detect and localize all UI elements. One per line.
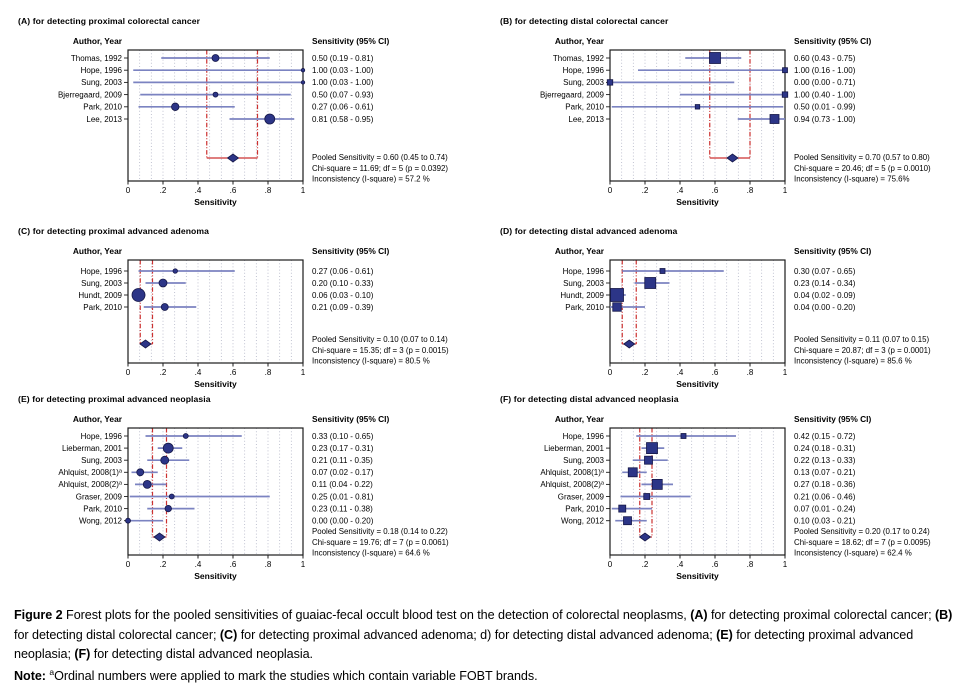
pooled-diamond — [727, 154, 738, 162]
axis-tick-label: .4 — [194, 368, 202, 377]
note-text — [14, 666, 962, 687]
axis-tick-label: 0 — [607, 186, 613, 195]
study-ci-text: 0.20 (0.10 - 0.33) — [312, 278, 374, 288]
axis-title: Sensitivity — [676, 571, 719, 581]
study-ci-text: 0.60 (0.43 - 0.75) — [794, 53, 856, 63]
axis-tick-label: .8 — [746, 186, 754, 195]
axis-tick-label: .6 — [229, 560, 237, 569]
study-marker — [301, 68, 305, 72]
axis-tick-label: .2 — [159, 560, 167, 569]
axis-title: Sensitivity — [194, 571, 237, 581]
study-ci-text: 0.33 (0.10 - 0.65) — [312, 431, 374, 441]
study-ci-text: 0.23 (0.14 - 0.34) — [794, 278, 856, 288]
study-ci-text: 0.50 (0.19 - 0.81) — [312, 53, 374, 63]
study-marker — [628, 468, 637, 477]
effect-header: Sensitivity (95% CI) — [794, 414, 872, 424]
axis-tick-label: .2 — [159, 186, 167, 195]
study-label: Ahlquist, $2008(2)^a$ — [540, 480, 604, 490]
study-ci-text: 0.21 (0.09 - 0.39) — [312, 302, 374, 312]
effect-header: Sensitivity (95% CI) — [312, 246, 390, 256]
study-marker — [660, 269, 665, 274]
axis-tick-label: 1 — [782, 186, 788, 195]
pooled-stats-line: Inconsistency (I-square) = 64.6 % — [312, 548, 430, 558]
panel-b-plot — [500, 32, 970, 211]
axis-tick-label: .8 — [264, 368, 272, 377]
study-ci-text: 0.00 (0.00 - 0.71) — [794, 78, 856, 88]
axis-tick-label: 0 — [125, 186, 131, 195]
study-label: Ahlquist, $2008(1)^a$ — [58, 468, 122, 478]
study-marker — [770, 115, 779, 124]
forest-plot-c — [18, 242, 488, 393]
axis-tick-label: .6 — [229, 186, 237, 195]
caption-bold-segment: (B) — [934, 608, 953, 622]
pooled-stats-line: Pooled Sensitivity = 0.11 (0.07 to 0.15) — [794, 335, 930, 344]
study-marker — [163, 443, 173, 453]
study-ci-text: 0.25 (0.01 - 0.81) — [312, 492, 374, 502]
panel-c-title: (C) for detecting proximal advanced adenoma — [18, 226, 210, 236]
axis-title: Sensitivity — [676, 379, 719, 389]
axis-tick-label: .6 — [229, 368, 237, 377]
study-label: Lieberman, 2001 — [61, 443, 122, 453]
study-marker — [126, 518, 131, 523]
study-label: Sung, 2003 — [81, 78, 122, 88]
study-ci-text: 0.42 (0.15 - 0.72) — [794, 431, 856, 441]
caption-segment: for detecting proximal advanced adenoma; d) for detecting distal advanced adenoma; — [237, 627, 717, 642]
study-label: Bjerregaard, 2009 — [57, 90, 122, 100]
plot-border — [128, 260, 303, 363]
study-label: Hope, 1996 — [80, 66, 122, 75]
axis-tick-label: 0 — [607, 560, 613, 569]
study-marker — [681, 434, 686, 439]
axis-tick-label: .4 — [194, 560, 202, 569]
study-marker — [212, 55, 219, 62]
study-label: Thomas, 1992 — [552, 53, 604, 63]
caption-segment: for detecting proximal colorectal cancer; — [707, 608, 935, 622]
axis-tick-label: 1 — [300, 186, 306, 195]
study-label: Sung, 2003 — [81, 456, 122, 465]
study-ci-text: 0.04 (0.00 - 0.20) — [794, 302, 856, 312]
pooled-diamond — [140, 340, 151, 348]
study-label: Sung, 2003 — [81, 278, 122, 288]
panel-d — [500, 226, 970, 393]
axis-tick-label: 1 — [300, 368, 306, 377]
author-year-header: Author, Year — [554, 36, 604, 46]
axis-tick-label: 0 — [125, 368, 131, 377]
study-label: Hope, 1996 — [562, 431, 604, 441]
pooled-stats-line: Pooled Sensitivity = 0.10 (0.07 to 0.14) — [312, 335, 448, 344]
study-ci-text: 1.00 (0.16 - 1.00) — [794, 66, 856, 75]
axis-tick-label: .6 — [711, 368, 719, 377]
study-marker — [647, 443, 658, 454]
study-ci-text: 0.22 (0.13 - 0.33) — [794, 456, 856, 465]
study-label: Lieberman, 2001 — [543, 443, 604, 453]
axis-tick-label: .8 — [264, 186, 272, 195]
axis-tick-label: .2 — [641, 368, 649, 377]
author-year-header: Author, Year — [72, 36, 122, 46]
axis-tick-label: .8 — [746, 368, 754, 377]
study-ci-text: 0.24 (0.18 - 0.31) — [794, 443, 856, 453]
study-ci-text: 0.23 (0.17 - 0.31) — [312, 443, 374, 453]
forest-plot-f — [500, 410, 970, 585]
caption-bold-segment: (E) — [716, 627, 733, 642]
forest-plot-d — [500, 242, 970, 393]
study-ci-text: 0.00 (0.00 - 0.20) — [312, 516, 374, 526]
study-label: Graser, 2009 — [75, 492, 122, 502]
study-label: Hope, 1996 — [562, 66, 604, 75]
study-marker — [183, 434, 188, 439]
study-marker — [645, 456, 653, 464]
study-label: Thomas, 1992 — [70, 53, 122, 63]
study-label: Sung, 2003 — [563, 456, 604, 465]
panel-f — [500, 394, 970, 585]
axis-tick-label: .8 — [746, 560, 754, 569]
study-marker — [137, 469, 144, 476]
study-label: Hope, 1996 — [80, 266, 122, 276]
author-year-header: Author, Year — [554, 246, 604, 256]
axis-tick-label: .6 — [711, 186, 719, 195]
caption-bold-segment: (F) — [74, 647, 91, 662]
panel-f-plot — [500, 410, 970, 585]
study-ci-text: 0.21 (0.11 - 0.35) — [312, 456, 373, 465]
axis-tick-label: 0 — [607, 368, 613, 377]
panel-d-title: (D) for detecting distal advanced adenoma — [500, 226, 678, 236]
study-marker — [169, 494, 174, 499]
pooled-stats-line: Pooled Sensitivity = 0.60 (0.45 to 0.74) — [312, 153, 448, 162]
axis-tick-label: 1 — [782, 368, 788, 377]
study-label: Ahlquist, $2008(2)^a$ — [58, 480, 122, 490]
effect-header: Sensitivity (95% CI) — [312, 414, 390, 424]
author-year-header: Author, Year — [72, 246, 122, 256]
caption-segment: a — [49, 666, 55, 677]
study-marker — [161, 304, 168, 311]
pooled-stats-line: Inconsistency (I-square) = 62.4 % — [794, 548, 912, 558]
caption-bold-segment: Note: — [14, 669, 50, 684]
study-marker — [159, 279, 167, 287]
effect-header: Sensitivity (95% CI) — [312, 36, 390, 46]
panel-c-plot — [18, 242, 488, 393]
study-marker — [652, 479, 662, 489]
study-label: Park, 2010 — [565, 102, 604, 112]
panel-a — [18, 16, 488, 211]
study-label: Graser, 2009 — [557, 492, 604, 502]
study-label: Park, 2010 — [83, 302, 122, 312]
pooled-stats-line: Inconsistency (I-square) = 80.5 % — [312, 356, 430, 366]
study-marker — [213, 92, 218, 97]
pooled-stats-line: Inconsistency (I-square) = 75.6% — [794, 174, 910, 184]
panel-a-title: (A) for detecting proximal colorectal cancer — [18, 16, 201, 26]
effect-header: Sensitivity (95% CI) — [794, 36, 872, 46]
caption-segment: Forest plots for the pooled sensitivities of guaiac-fecal occult blood test on the detection of colorectal neoplasms, — [66, 608, 691, 622]
study-label: Park, 2010 — [83, 504, 122, 514]
panel-e — [18, 394, 488, 585]
axis-title: Sensitivity — [676, 197, 719, 207]
caption-segment: for detecting distal colorectal cancer; — [14, 627, 220, 642]
study-label: Wong, 2012 — [561, 516, 604, 526]
pooled-stats-line: Inconsistency (I-square) = 85.6 % — [794, 356, 912, 366]
study-label: Ahlquist, $2008(1)^a$ — [540, 468, 604, 478]
panel-a-plot — [18, 32, 488, 211]
panel-c — [18, 226, 488, 393]
pooled-stats-line: Chi-square = 15.35; df = 3 (p = 0.0015) — [312, 345, 449, 355]
axis-tick-label: .8 — [264, 560, 272, 569]
study-marker — [611, 289, 624, 302]
caption-text — [14, 606, 962, 665]
study-marker — [301, 81, 305, 85]
pooled-stats-line: Chi-square = 18.62; df = 7 (p = 0.0095) — [794, 537, 931, 547]
caption-segment: for detecting proximal advanced neoplasia; — [14, 627, 914, 662]
panel-f-title: (F) for detecting distal advanced neoplasia — [500, 394, 679, 404]
study-ci-text: 1.00 (0.03 - 1.00) — [312, 66, 374, 75]
pooled-stats-line: Pooled Sensitivity = 0.18 (0.14 to 0.22) — [312, 527, 448, 536]
study-ci-text: 0.27 (0.18 - 0.36) — [794, 480, 856, 490]
caption-bold-segment: (A) — [690, 608, 708, 622]
panel-d-plot — [500, 242, 970, 393]
study-marker — [607, 80, 613, 86]
pooled-stats-line: Chi-square = 20.87; df = 3 (p = 0.0001) — [794, 345, 931, 355]
axis-tick-label: 1 — [300, 560, 306, 569]
axis-tick-label: .2 — [641, 560, 649, 569]
panel-e-plot — [18, 410, 488, 585]
study-marker — [782, 92, 788, 98]
study-marker — [613, 303, 622, 312]
axis-tick-label: .4 — [676, 560, 684, 569]
caption-bold-segment: (C) — [219, 627, 238, 642]
pooled-stats-line: Pooled Sensitivity = 0.70 (0.57 to 0.80) — [794, 153, 930, 162]
plot-border — [128, 428, 303, 555]
study-ci-text: 0.04 (0.02 - 0.09) — [794, 290, 856, 300]
study-marker — [265, 114, 275, 124]
axis-tick-label: .4 — [194, 186, 202, 195]
study-marker — [165, 505, 172, 512]
study-ci-text: 0.07 (0.01 - 0.24) — [794, 504, 856, 514]
study-ci-text: 0.21 (0.06 - 0.46) — [794, 492, 856, 502]
plot-border — [610, 428, 785, 555]
panel-e-title: (E) for detecting proximal advanced neoplasia — [18, 394, 211, 404]
study-label: Bjerregaard, 2009 — [539, 90, 604, 100]
pooled-stats-line: Chi-square = 19.76; df = 7 (p = 0.0061) — [312, 537, 449, 547]
axis-tick-label: .2 — [159, 368, 167, 377]
axis-tick-label: 0 — [125, 560, 131, 569]
forest-plot-b — [500, 32, 970, 211]
study-label: Park, 2010 — [565, 504, 604, 514]
study-marker — [624, 517, 632, 525]
author-year-header: Author, Year — [72, 414, 122, 424]
caption-segment: for detecting distal advanced neoplasia. — [90, 647, 314, 662]
caption-bold-segment: Figure 2 — [14, 608, 67, 622]
study-label: Wong, 2012 — [79, 516, 122, 526]
panel-b — [500, 16, 970, 211]
study-marker — [783, 68, 788, 73]
axis-tick-label: .6 — [711, 560, 719, 569]
study-ci-text: 0.50 (0.01 - 0.99) — [794, 102, 856, 112]
axis-tick-label: 1 — [782, 560, 788, 569]
study-label: Sung, 2003 — [563, 278, 604, 288]
study-label: Sung, 2003 — [563, 78, 604, 88]
study-marker — [172, 103, 180, 111]
axis-title: Sensitivity — [194, 379, 237, 389]
axis-tick-label: .4 — [676, 368, 684, 377]
axis-tick-label: .4 — [676, 186, 684, 195]
study-marker — [132, 289, 145, 302]
axis-title: Sensitivity — [194, 197, 237, 207]
panel-b-title: (B) for detecting distal colorectal cancer — [500, 16, 669, 26]
forest-plot-a — [18, 32, 488, 211]
study-ci-text: 1.00 (0.03 - 1.00) — [312, 78, 374, 88]
study-ci-text: 0.94 (0.73 - 1.00) — [794, 114, 856, 124]
author-year-header: Author, Year — [554, 414, 604, 424]
study-label: Hundt, 2009 — [560, 290, 604, 300]
study-ci-text: 1.00 (0.40 - 1.00) — [794, 90, 856, 100]
study-ci-text: 0.27 (0.06 - 0.61) — [312, 102, 374, 112]
pooled-stats-line: Inconsistency (I-square) = 57.2 % — [312, 174, 430, 184]
study-ci-text: 0.50 (0.07 - 0.93) — [312, 90, 374, 100]
study-ci-text: 0.10 (0.03 - 0.21) — [794, 516, 856, 526]
study-ci-text: 0.13 (0.07 - 0.21) — [794, 468, 856, 478]
study-label: Lee, 2013 — [568, 114, 604, 124]
study-marker — [619, 505, 626, 512]
study-marker — [161, 456, 169, 464]
study-ci-text: 0.11 (0.04 - 0.22) — [312, 480, 373, 490]
study-ci-text: 0.07 (0.02 - 0.17) — [312, 468, 374, 478]
study-label: Park, 2010 — [565, 302, 604, 312]
study-marker — [695, 105, 700, 110]
study-ci-text: 0.81 (0.58 - 0.95) — [312, 114, 374, 124]
study-label: Hope, 1996 — [80, 431, 122, 441]
study-label: Hundt, 2009 — [78, 290, 122, 300]
study-label: Hope, 1996 — [562, 266, 604, 276]
study-label: Lee, 2013 — [86, 114, 122, 124]
caption-segment: Ordinal numbers were applied to mark the studies which contain variable FOBT brands. — [54, 669, 538, 684]
axis-tick-label: .2 — [641, 186, 649, 195]
study-marker — [645, 278, 656, 289]
pooled-diamond — [640, 533, 651, 541]
pooled-stats-line: Chi-square = 20.46; df = 5 (p = 0.0010) — [794, 163, 931, 173]
study-ci-text: 0.23 (0.11 - 0.38) — [312, 504, 373, 514]
study-ci-text: 0.30 (0.07 - 0.65) — [794, 266, 856, 276]
study-ci-text: 0.27 (0.06 - 0.61) — [312, 266, 374, 276]
study-ci-text: 0.06 (0.03 - 0.10) — [312, 290, 374, 300]
pooled-stats-line: Chi-square = 11.69; df = 5 (p = 0.0392) — [312, 163, 449, 173]
pooled-diamond — [228, 154, 239, 162]
study-marker — [143, 480, 151, 488]
forest-plot-e — [18, 410, 488, 585]
effect-header: Sensitivity (95% CI) — [794, 246, 872, 256]
study-marker — [173, 269, 178, 274]
study-marker — [710, 53, 721, 64]
pooled-stats-line: Pooled Sensitivity = 0.20 (0.17 to 0.24) — [794, 527, 930, 536]
study-marker — [644, 494, 650, 500]
figure-caption — [14, 606, 962, 687]
study-label: Park, 2010 — [83, 102, 122, 112]
